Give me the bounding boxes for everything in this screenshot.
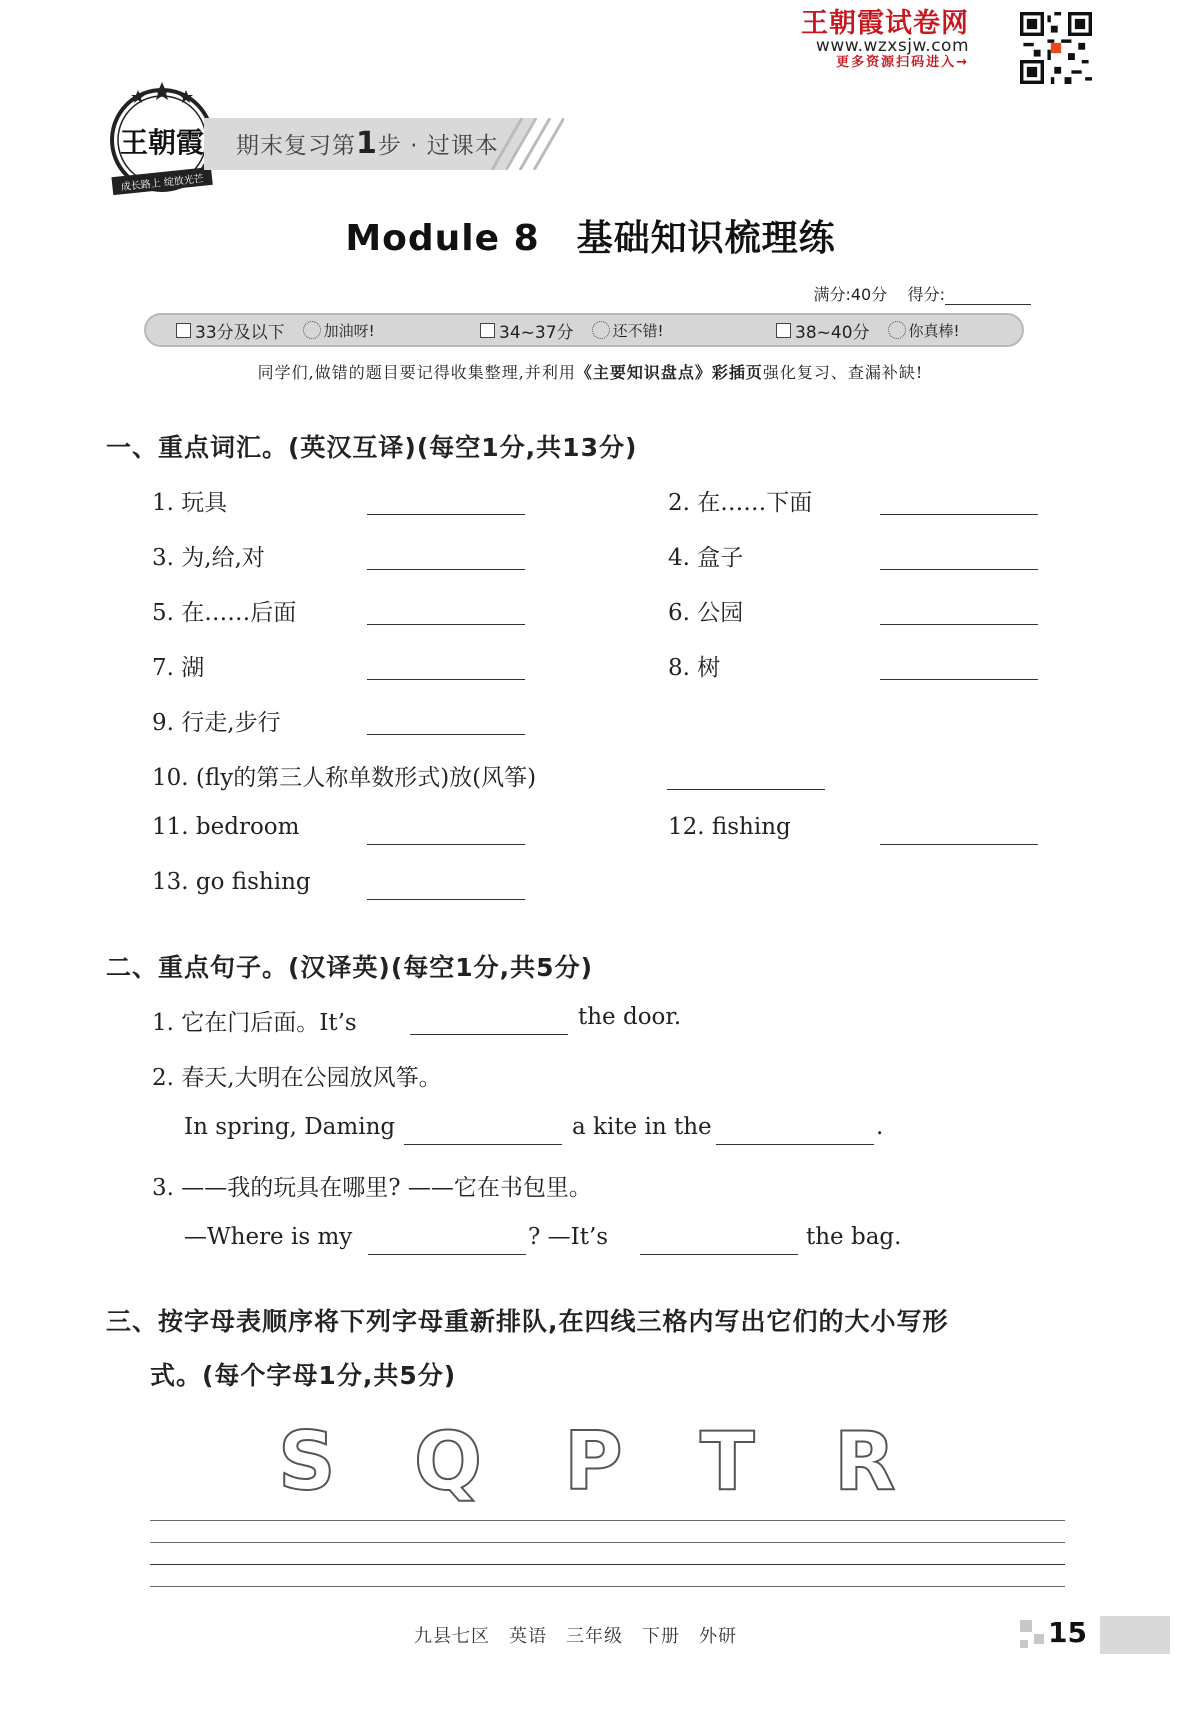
section1-heading: 一、重点词汇。(英汉互译)(每空1分,共13分): [106, 433, 638, 462]
vocab-item: 5. 在……后面: [152, 600, 297, 626]
writing-line: [150, 1586, 1065, 1587]
answer-blank[interactable]: [367, 512, 525, 515]
outline-letter: S: [278, 1415, 336, 1508]
answer-blank[interactable]: [368, 1252, 526, 1255]
smiley-icon: [888, 321, 906, 339]
study-note: 同学们,做错的题目要记得收集整理,并利用《主要知识盘点》彩插页强化复习、查漏补缺!: [257, 363, 924, 382]
sentence-q2-end: .: [876, 1114, 884, 1140]
answer-blank[interactable]: [640, 1252, 798, 1255]
qr-code-icon[interactable]: [1020, 12, 1092, 84]
section3-heading: 三、按字母表顺序将下列字母重新排队,在四线三格内写出它们的大小写形: [106, 1307, 949, 1336]
footer-info: 九县七区 英语 三年级 下册 外研: [414, 1626, 737, 1647]
logo-text: 王朝霞: [119, 126, 205, 159]
page-title: Module 8 基础知识梳理练: [345, 218, 836, 259]
rating-option-1[interactable]: 33分及以下 加油呀!: [176, 316, 375, 344]
vocab-item: 4. 盒子: [668, 545, 744, 571]
smiley-icon: [592, 321, 610, 339]
sentence-q1: 1. 它在门后面。It’s: [152, 1010, 357, 1036]
answer-blank[interactable]: [367, 897, 525, 900]
answer-blank[interactable]: [880, 677, 1038, 680]
vocab-item: 8. 树: [668, 655, 721, 681]
answer-blank[interactable]: [667, 787, 825, 790]
vocab-item: 9. 行走,步行: [152, 710, 281, 736]
letter-writing-area[interactable]: [150, 1520, 1065, 1586]
checkbox-icon[interactable]: [480, 323, 495, 338]
page-tab: [1100, 1616, 1170, 1654]
vocab-item: 6. 公园: [668, 600, 744, 626]
answer-blank[interactable]: [880, 842, 1038, 845]
full-score: 满分:40分: [813, 285, 888, 304]
decor-square: [1020, 1640, 1028, 1648]
checkbox-icon[interactable]: [776, 323, 791, 338]
brand-cta: 更多资源扫码进入→: [836, 55, 969, 71]
vocab-item: 1. 玩具: [152, 490, 228, 516]
got-score-field[interactable]: [945, 288, 1031, 305]
checkbox-icon[interactable]: [176, 323, 191, 338]
sentence-q2-mid: a kite in the: [572, 1114, 712, 1140]
sentence-q1-end: the door.: [578, 1004, 682, 1030]
decor-square: [1020, 1620, 1032, 1632]
vocab-item: 10. (fly的第三人称单数形式)放(风筝): [152, 765, 537, 791]
vocab-item: 11. bedroom: [152, 814, 300, 840]
sentence-q2: 2. 春天,大明在公园放风筝。: [152, 1065, 442, 1091]
outline-letter: T: [700, 1415, 755, 1508]
smiley-icon: [303, 321, 321, 339]
brand-url[interactable]: www.wzxsjw.com: [815, 36, 969, 57]
score-area: [813, 282, 1031, 305]
sentence-q3-en: —Where is my: [184, 1224, 353, 1250]
outline-letter: P: [564, 1415, 623, 1508]
answer-blank[interactable]: [367, 732, 525, 735]
answer-blank[interactable]: [367, 622, 525, 625]
section2-heading: 二、重点句子。(汉译英)(每空1分,共5分): [106, 953, 593, 982]
answer-blank[interactable]: [410, 1032, 568, 1035]
brand-block: [801, 10, 969, 70]
section3-heading-line2: 式。(每个字母1分,共5分): [150, 1361, 457, 1390]
answer-blank[interactable]: [404, 1142, 562, 1145]
answer-blank[interactable]: [880, 512, 1038, 515]
answer-blank[interactable]: [880, 567, 1038, 570]
answer-blank[interactable]: [367, 677, 525, 680]
sentence-q3: 3. ——我的玩具在哪里? ——它在书包里。: [152, 1175, 592, 1201]
got-score-label: 得分:: [907, 285, 945, 304]
vocab-item: 2. 在……下面: [668, 490, 813, 516]
outline-letter: R: [834, 1415, 896, 1508]
vocab-item: 3. 为,给,对: [152, 545, 265, 571]
rating-option-2[interactable]: 34~37分 还不错!: [480, 316, 664, 344]
sentence-q3-mid: ? —It’s: [528, 1224, 609, 1250]
vocab-item: 12. fishing: [668, 814, 791, 840]
answer-blank[interactable]: [716, 1142, 874, 1145]
sentence-q3-end: the bag.: [806, 1224, 902, 1250]
banner-title: 期末复习第1步 · 过课本: [236, 126, 499, 161]
vocab-item: 7. 湖: [152, 655, 205, 681]
sentence-q2-en: In spring, Daming: [184, 1114, 396, 1140]
page-number: 15: [1048, 1616, 1087, 1649]
answer-blank[interactable]: [367, 567, 525, 570]
brand-name: 王朝霞试卷网: [801, 8, 969, 39]
logo-motto: 成长路上 绽放光芒: [120, 173, 205, 194]
answer-blank[interactable]: [880, 622, 1038, 625]
answer-blank[interactable]: [367, 842, 525, 845]
rating-option-3[interactable]: 38~40分 你真棒!: [776, 316, 960, 344]
outline-letter: Q: [414, 1415, 483, 1508]
decor-square: [1034, 1634, 1044, 1644]
vocab-item: 13. go fishing: [152, 869, 311, 895]
